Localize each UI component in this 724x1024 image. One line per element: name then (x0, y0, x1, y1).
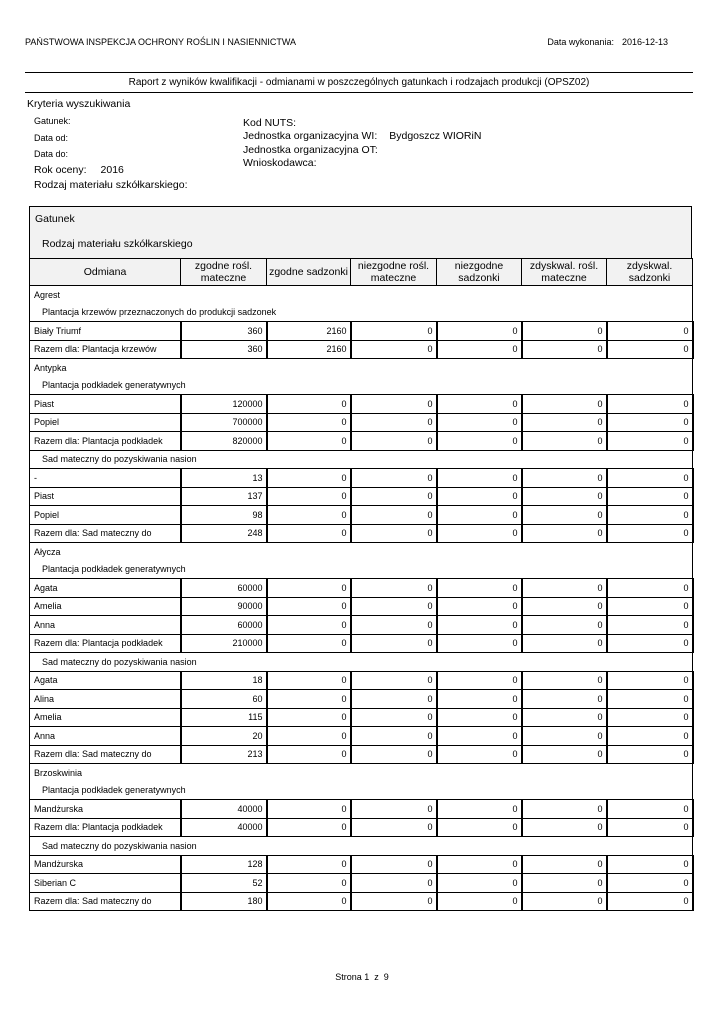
value-cell: 0 (437, 690, 522, 709)
value-cell: 0 (607, 487, 693, 506)
variety-name: Razem dla: Sad mateczny do (30, 745, 181, 764)
value-cell: 820000 (181, 432, 267, 451)
value-cell: 0 (267, 727, 351, 746)
value-cell: 0 (267, 818, 351, 837)
value-cell: 0 (522, 395, 607, 414)
col-zdyskwal-sadzonki: zdyskwal. sadzonki (607, 259, 693, 286)
value-cell: 0 (522, 322, 607, 341)
value-cell: 0 (607, 432, 693, 451)
criteria-wi (243, 130, 481, 142)
value-cell: 0 (351, 340, 437, 359)
value-cell: 0 (522, 469, 607, 488)
table-header-row (30, 259, 693, 286)
value-cell: 20 (181, 727, 267, 746)
value-cell: 0 (351, 524, 437, 543)
value-cell: 0 (607, 818, 693, 837)
value-cell: 90000 (181, 597, 267, 616)
criteria-heading: Kryteria wyszukiwania (27, 98, 131, 110)
species-row (30, 359, 693, 377)
variety-name: Anna (30, 727, 181, 746)
value-cell: 0 (607, 690, 693, 709)
table-row (30, 818, 693, 837)
category-label: Plantacja podkładek generatywnych (30, 377, 693, 395)
value-cell: 0 (437, 413, 522, 432)
value-cell: 0 (351, 634, 437, 653)
value-cell: 0 (437, 671, 522, 690)
value-cell: 0 (437, 469, 522, 488)
value-cell: 0 (522, 745, 607, 764)
value-cell: 0 (267, 708, 351, 727)
table-row (30, 855, 693, 874)
col-zgodne-sadzonki: zgodne sadzonki (267, 259, 351, 286)
value-cell: 120000 (181, 395, 267, 414)
value-cell: 98 (181, 506, 267, 525)
table-row (30, 579, 693, 598)
value-cell: 0 (267, 671, 351, 690)
value-cell: 0 (607, 874, 693, 893)
table-row (30, 506, 693, 525)
species-label: Antypka (30, 359, 693, 377)
value-cell: 0 (267, 634, 351, 653)
value-cell: 0 (267, 745, 351, 764)
value-cell: 248 (181, 524, 267, 543)
page-label: Strona (335, 972, 362, 982)
criteria-data-od: Data od: (34, 133, 69, 143)
value-cell: 0 (607, 579, 693, 598)
value-cell: 0 (351, 616, 437, 635)
value-cell: 0 (351, 690, 437, 709)
table-row (30, 671, 693, 690)
value-cell: 180 (181, 892, 267, 911)
value-cell: 0 (522, 413, 607, 432)
page-sep: z (374, 972, 379, 982)
value-cell: 0 (607, 745, 693, 764)
col-odmiana: Odmiana (30, 259, 181, 286)
value-cell: 0 (437, 800, 522, 819)
variety-name: Popiel (30, 413, 181, 432)
value-cell: 0 (267, 487, 351, 506)
value-cell: 0 (267, 432, 351, 451)
value-cell: 0 (607, 597, 693, 616)
value-cell: 0 (437, 727, 522, 746)
value-cell: 0 (607, 634, 693, 653)
col-niezgodne-sadzonki: niezgodne sadzonki (437, 259, 522, 286)
table-row (30, 800, 693, 819)
value-cell: 0 (351, 671, 437, 690)
value-cell: 0 (437, 745, 522, 764)
value-cell: 40000 (181, 800, 267, 819)
value-cell: 0 (607, 322, 693, 341)
variety-name: Anna (30, 616, 181, 635)
species-label: Brzoskwinia (30, 764, 693, 782)
rok-label: Rok oceny: (34, 164, 87, 176)
value-cell: 0 (607, 340, 693, 359)
species-label: Ałycza (30, 543, 693, 561)
category-label: Plantacja krzewów przeznaczonych do produkcji sadzonek (30, 304, 693, 322)
value-cell: 0 (522, 855, 607, 874)
value-cell: 0 (522, 487, 607, 506)
value-cell: 700000 (181, 413, 267, 432)
value-cell: 60000 (181, 616, 267, 635)
variety-name: Razem dla: Plantacja podkładek (30, 432, 181, 451)
value-cell: 0 (351, 727, 437, 746)
value-cell: 0 (522, 634, 607, 653)
criteria-rok (34, 164, 124, 176)
criteria-ot: Jednostka organizacyjna OT: (243, 144, 378, 156)
value-cell: 0 (267, 874, 351, 893)
value-cell: 0 (351, 855, 437, 874)
value-cell: 0 (607, 506, 693, 525)
value-cell: 210000 (181, 634, 267, 653)
table-row (30, 395, 693, 414)
value-cell: 360 (181, 322, 267, 341)
value-cell: 0 (351, 874, 437, 893)
value-cell: 115 (181, 708, 267, 727)
category-row (30, 837, 693, 856)
value-cell: 0 (522, 671, 607, 690)
variety-name: Piast (30, 487, 181, 506)
value-cell: 213 (181, 745, 267, 764)
value-cell: 40000 (181, 818, 267, 837)
value-cell: 0 (351, 469, 437, 488)
value-cell: 0 (437, 634, 522, 653)
value-cell: 0 (437, 892, 522, 911)
variety-name: Agata (30, 671, 181, 690)
variety-name: Razem dla: Plantacja podkładek (30, 634, 181, 653)
category-label: Sad mateczny do pozyskiwania nasion (30, 837, 693, 856)
value-cell: 128 (181, 855, 267, 874)
value-cell: 0 (437, 506, 522, 525)
value-cell: 0 (267, 579, 351, 598)
value-cell: 0 (607, 616, 693, 635)
page-total: 9 (383, 972, 389, 982)
value-cell: 0 (437, 322, 522, 341)
value-cell: 0 (351, 745, 437, 764)
value-cell: 0 (522, 579, 607, 598)
col-zgodne-rosl: zgodne rośl. mateczne (181, 259, 267, 286)
title-bottom-rule (25, 92, 693, 93)
value-cell: 0 (437, 524, 522, 543)
category-row (30, 782, 693, 800)
value-cell: 0 (522, 597, 607, 616)
value-cell: 0 (351, 322, 437, 341)
value-cell: 0 (522, 506, 607, 525)
value-cell: 0 (437, 340, 522, 359)
group-header (29, 206, 692, 258)
value-cell: 0 (351, 800, 437, 819)
value-cell: 2160 (267, 340, 351, 359)
value-cell: 0 (607, 413, 693, 432)
date-label: Data wykonania: (547, 37, 614, 47)
value-cell: 0 (522, 690, 607, 709)
value-cell: 0 (267, 395, 351, 414)
variety-name: Amelia (30, 708, 181, 727)
table-row (30, 708, 693, 727)
criteria-wnioskodawca: Wnioskodawca: (243, 157, 317, 169)
value-cell: 0 (267, 892, 351, 911)
value-cell: 0 (351, 432, 437, 451)
value-cell: 13 (181, 469, 267, 488)
value-cell: 0 (607, 671, 693, 690)
value-cell: 0 (267, 413, 351, 432)
criteria-nuts: Kod NUTS: (243, 117, 297, 129)
category-label: Sad mateczny do pozyskiwania nasion (30, 450, 693, 469)
table-row (30, 745, 693, 764)
value-cell: 0 (267, 855, 351, 874)
value-cell: 0 (607, 800, 693, 819)
value-cell: 0 (351, 708, 437, 727)
value-cell: 0 (522, 524, 607, 543)
results-table (29, 258, 694, 911)
table-row (30, 616, 693, 635)
variety-name: Razem dla: Plantacja podkładek (30, 818, 181, 837)
value-cell: 0 (522, 432, 607, 451)
rok-value: 2016 (100, 164, 124, 176)
page-current: 1 (364, 972, 370, 982)
variety-name: Siberian C (30, 874, 181, 893)
value-cell: 52 (181, 874, 267, 893)
species-row (30, 286, 693, 304)
page-footer (0, 972, 724, 982)
value-cell: 0 (522, 340, 607, 359)
table-row (30, 874, 693, 893)
report-title: Raport z wyników kwalifikacji - odmianami w poszczególnych gatunkach i rodzajach produkcji (OPSZ02) (128, 77, 590, 88)
value-cell: 0 (351, 506, 437, 525)
table-row (30, 340, 693, 359)
value-cell: 0 (607, 469, 693, 488)
value-cell: 0 (267, 597, 351, 616)
col-zdyskwal-rosl: zdyskwal. rośl. mateczne (522, 259, 607, 286)
value-cell: 0 (351, 413, 437, 432)
value-cell: 0 (522, 874, 607, 893)
value-cell: 2160 (267, 322, 351, 341)
value-cell: 0 (351, 579, 437, 598)
date-value: 2016-12-13 (621, 37, 668, 47)
table-row (30, 727, 693, 746)
table-row (30, 469, 693, 488)
value-cell: 0 (267, 469, 351, 488)
value-cell: 0 (437, 487, 522, 506)
value-cell: 0 (522, 892, 607, 911)
value-cell: 0 (351, 818, 437, 837)
value-cell: 0 (267, 800, 351, 819)
value-cell: 137 (181, 487, 267, 506)
value-cell: 18 (181, 671, 267, 690)
subgroup-label: Rodzaj materiału szkółkarskiego (42, 238, 193, 250)
table-row (30, 487, 693, 506)
species-label: Agrest (30, 286, 693, 304)
col-niezgodne-rosl: niezgodne rośl. mateczne (351, 259, 437, 286)
value-cell: 0 (437, 579, 522, 598)
generation-date (547, 37, 668, 47)
category-label: Sad mateczny do pozyskiwania nasion (30, 653, 693, 672)
table-body (30, 286, 693, 911)
table-row (30, 892, 693, 911)
value-cell: 0 (437, 874, 522, 893)
value-cell: 0 (522, 800, 607, 819)
variety-name: Popiel (30, 506, 181, 525)
value-cell: 60 (181, 690, 267, 709)
value-cell: 0 (607, 708, 693, 727)
table-row (30, 322, 693, 341)
value-cell: 0 (267, 690, 351, 709)
category-row (30, 561, 693, 579)
variety-name: Agata (30, 579, 181, 598)
value-cell: 0 (522, 616, 607, 635)
table-row (30, 690, 693, 709)
variety-name: Razem dla: Sad mateczny do (30, 524, 181, 543)
title-top-rule (25, 72, 693, 73)
value-cell: 0 (437, 432, 522, 451)
value-cell: 0 (607, 395, 693, 414)
value-cell: 0 (267, 524, 351, 543)
value-cell: 0 (351, 597, 437, 616)
value-cell: 0 (351, 395, 437, 414)
table-row (30, 413, 693, 432)
criteria-gatunek: Gatunek: (34, 116, 71, 126)
variety-name: Mandżurska (30, 855, 181, 874)
value-cell: 0 (437, 395, 522, 414)
variety-name: Razem dla: Plantacja krzewów (30, 340, 181, 359)
category-row (30, 653, 693, 672)
variety-name: Razem dla: Sad mateczny do (30, 892, 181, 911)
value-cell: 0 (267, 616, 351, 635)
value-cell: 60000 (181, 579, 267, 598)
value-cell: 0 (437, 616, 522, 635)
group-label: Gatunek (35, 213, 75, 225)
variety-name: Piast (30, 395, 181, 414)
variety-name: Biały Triumf (30, 322, 181, 341)
category-row (30, 377, 693, 395)
organization-name: PAŃSTWOWA INSPEKCJA OCHRONY ROŚLIN I NASIENNICTWA (25, 37, 297, 47)
value-cell: 0 (607, 524, 693, 543)
value-cell: 0 (437, 597, 522, 616)
value-cell: 0 (351, 487, 437, 506)
category-row (30, 450, 693, 469)
value-cell: 0 (522, 818, 607, 837)
value-cell: 0 (607, 892, 693, 911)
wi-value: Bydgoszcz WIORiN (389, 130, 482, 142)
wi-label: Jednostka organizacyjna WI: (243, 130, 378, 142)
criteria-rodzaj: Rodzaj materiału szkółkarskiego: (34, 179, 188, 191)
variety-name: Mandżurska (30, 800, 181, 819)
value-cell: 0 (607, 727, 693, 746)
value-cell: 0 (437, 855, 522, 874)
species-row (30, 543, 693, 561)
criteria-data-do: Data do: (34, 149, 69, 159)
variety-name: Amelia (30, 597, 181, 616)
category-row (30, 304, 693, 322)
table-row (30, 524, 693, 543)
category-label: Plantacja podkładek generatywnych (30, 561, 693, 579)
value-cell: 0 (437, 708, 522, 727)
value-cell: 0 (522, 727, 607, 746)
value-cell: 0 (351, 892, 437, 911)
table-row (30, 432, 693, 451)
value-cell: 0 (267, 506, 351, 525)
value-cell: 0 (522, 708, 607, 727)
table-row (30, 597, 693, 616)
report-table-container (29, 206, 692, 911)
table-row (30, 634, 693, 653)
variety-name: - (30, 469, 181, 488)
value-cell: 360 (181, 340, 267, 359)
category-label: Plantacja podkładek generatywnych (30, 782, 693, 800)
species-row (30, 764, 693, 782)
value-cell: 0 (437, 818, 522, 837)
value-cell: 0 (607, 855, 693, 874)
variety-name: Alina (30, 690, 181, 709)
